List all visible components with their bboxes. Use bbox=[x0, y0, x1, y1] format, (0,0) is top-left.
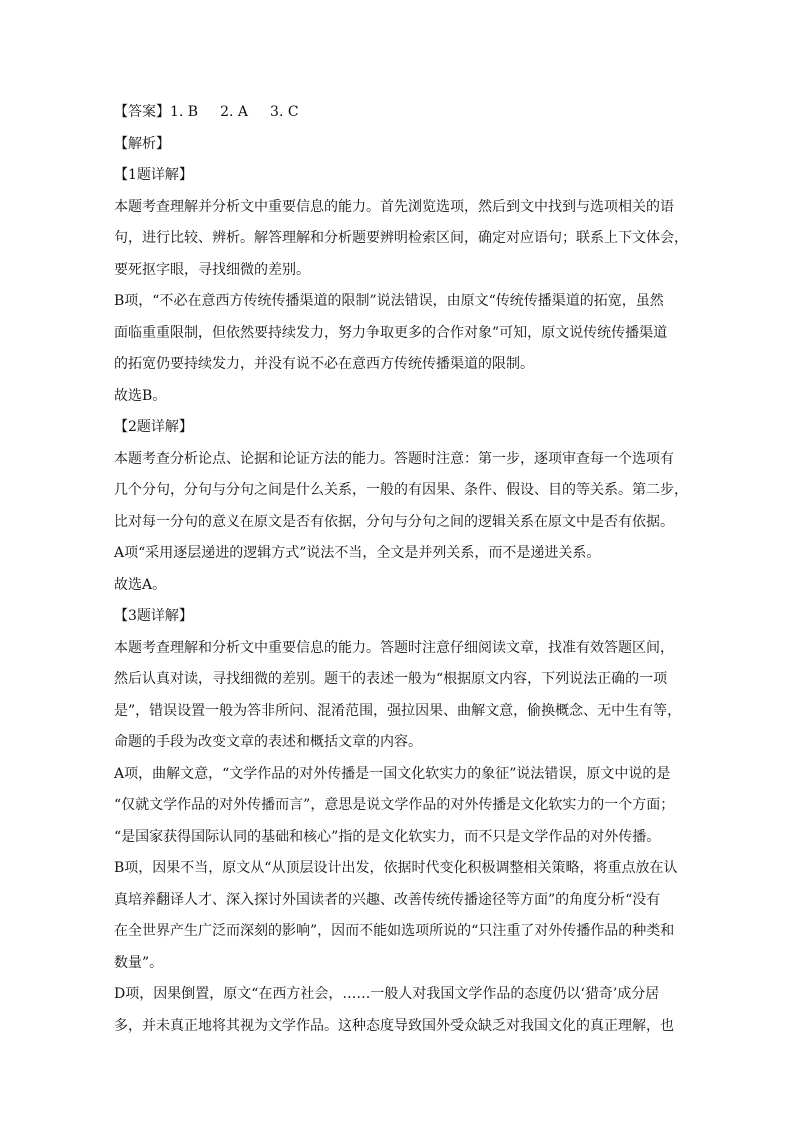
q3-method bbox=[114, 638, 682, 753]
answer-label: 【答案】 bbox=[114, 104, 170, 120]
analysis-heading: 【解析】 bbox=[114, 135, 170, 152]
q1-conclusion: 故选B。 bbox=[114, 387, 167, 404]
answer-item-1: 1. B bbox=[170, 104, 199, 120]
text-line: 几个分句，分句与分句之间是什么关系，一般的有因果、条件、假设、目的等关系。第二步， bbox=[114, 482, 688, 498]
answer-item-3: 3. C bbox=[270, 104, 299, 120]
q2-explanation: A项“采用逐层递进的逻辑方式”说法不当，全文是并列关系，而不是递进关系。 bbox=[114, 545, 601, 561]
q1-method bbox=[114, 197, 688, 280]
q3-option-a bbox=[114, 764, 678, 847]
text-line: 要死抠字眼，寻找细微的差别。 bbox=[114, 261, 310, 278]
answer-item-2: 2. A bbox=[220, 104, 249, 120]
answer-line bbox=[114, 102, 678, 122]
text-line: D项，因果倒置，原文“在西方社会，……一般人对我国文学作品的态度仍以‘猎奇’成分居 bbox=[114, 986, 660, 1002]
text-line: 本题考查理解和分析文中重要信息的能力。答题时注意仔细阅读文章，找准有效答题区间， bbox=[114, 639, 674, 656]
text-line: 句，进行比较、辨析。解答理解和分析题要辨明检索区间，确定对应语句；联系上下文体会， bbox=[114, 230, 688, 246]
q3-heading: 【3题详解】 bbox=[114, 608, 193, 624]
q1-explanation bbox=[114, 291, 678, 374]
text-line: B项，“不必在意西方传统传播渠道的限制”说法错误，由原文“传统传播渠道的拓宽，虽然 bbox=[114, 293, 664, 309]
text-line: B项，因果不当，原文从“从顶层设计出发，依据时代变化积极调整相关策略，将重点放在认 bbox=[114, 860, 678, 876]
text-line: 数量”。 bbox=[114, 954, 164, 971]
text-line: 比对每一分句的意义在原文是否有依据，分句与分句之间的逻辑关系在原文中是否有依据。 bbox=[114, 513, 674, 530]
q2-conclusion: 故选A。 bbox=[114, 576, 167, 593]
answer-document bbox=[114, 102, 688, 1047]
text-line: 本题考查理解并分析文中重要信息的能力。首先浏览选项，然后到文中找到与选项相关的语 bbox=[114, 198, 674, 215]
text-line: 是”，错误设置一般为答非所问、混淆范围，强拉因果、曲解文意，偷换概念、无中生有等， bbox=[114, 702, 682, 719]
text-line: 然后认真对读，寻找细微的差别。题干的表述一般为“根据原文内容，下列说法正确的一项 bbox=[114, 671, 668, 687]
text-line: “仅就文学作品的对外传播而言”，意思是说文学作品的对外传播是文化软实力的一个方面； bbox=[114, 797, 675, 813]
text-line: 在全世界产生广泛而深刻的影响”，因而不能如选项所说的“只注重了对外传播作品的种类和 bbox=[114, 923, 675, 939]
text-line: 真培养翻译人才、深入探讨外国读者的兴趣、改善传统传播途径等方面”的角度分析“没有 bbox=[114, 891, 661, 908]
q3-option-b bbox=[114, 858, 678, 973]
q3-option-d bbox=[114, 984, 678, 1036]
q2-method bbox=[114, 449, 688, 532]
q1-heading: 【1题详解】 bbox=[114, 167, 193, 183]
text-line: 本题考查分析论点、论据和论证方法的能力。答题时注意：第一步，逐项审查每一个选项有 bbox=[114, 450, 674, 467]
text-line: 命题的手段为改变文章的表述和概括文章的内容。 bbox=[114, 734, 422, 750]
text-line: “是国家获得国际认同的基础和核心”指的是文化软实力，而不只是文学作品的对外传播。 bbox=[114, 828, 661, 845]
text-line: A项，曲解文意，“文学作品的对外传播是一国文化软实力的象征”说法错误，原文中说的是 bbox=[114, 765, 671, 782]
text-line: 面临重重限制，但依然要持续发力，努力争取更多的合作对象”可知，原文说传统传播渠道 bbox=[114, 324, 668, 341]
text-line: 多，并未真正地将其视为文学作品。这种态度导致国外受众缺乏对我国文化的真正理解，也 bbox=[114, 1017, 674, 1034]
q2-heading: 【2题详解】 bbox=[114, 419, 193, 435]
text-line: 的拓宽仍要持续发力，并没有说不必在意西方传统传播渠道的限制。 bbox=[114, 356, 534, 372]
